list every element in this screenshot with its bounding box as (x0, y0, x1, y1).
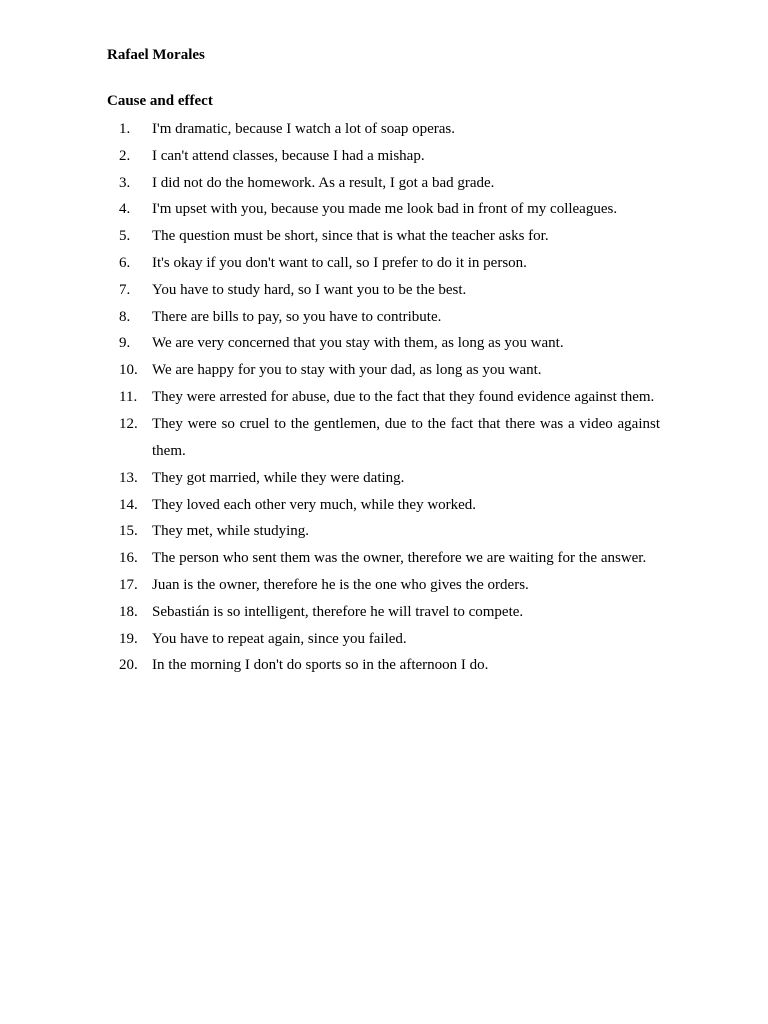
item-text: We are very concerned that you stay with them, as long as you want. (152, 335, 564, 352)
list-item (107, 143, 660, 170)
item-text: I'm upset with you, because you made me look bad in front of my colleagues. (152, 201, 618, 218)
item-number: 18. (119, 603, 138, 620)
list-item (107, 545, 660, 572)
item-number: 6. (119, 254, 131, 271)
list-item (107, 411, 660, 465)
list-item (107, 223, 660, 250)
item-text: Sebastián is so intelligent, therefore he will travel to compete. (152, 603, 524, 620)
item-text: You have to study hard, so I want you to be the best. (152, 281, 467, 298)
list-item (107, 626, 660, 653)
item-text: They met, while studying. (152, 523, 310, 540)
item-number: 8. (119, 308, 131, 325)
item-text: I can't attend classes, because I had a mishap. (152, 147, 425, 164)
item-text: They loved each other very much, while they worked. (152, 496, 477, 513)
item-text: Juan is the owner, therefore he is the one who gives the orders. (152, 576, 529, 593)
item-number: 3. (119, 174, 131, 191)
item-text: They were so cruel to the gentlemen, due to the fact that there was a video against them. (152, 415, 660, 459)
item-number: 16. (119, 550, 138, 567)
item-number: 17. (119, 576, 138, 593)
item-number: 9. (119, 335, 131, 352)
sentence-list (107, 116, 660, 679)
item-number: 14. (119, 496, 138, 513)
item-number: 4. (119, 201, 131, 218)
item-text: I did not do the homework. As a result, I got a bad grade. (152, 174, 495, 191)
item-number: 2. (119, 147, 131, 164)
list-item (107, 277, 660, 304)
list-item (107, 357, 660, 384)
list-item (107, 518, 660, 545)
item-text: It's okay if you don't want to call, so I prefer to do it in person. (152, 254, 527, 271)
list-item (107, 492, 660, 519)
list-item (107, 465, 660, 492)
item-number: 5. (119, 228, 131, 245)
list-item (107, 330, 660, 357)
item-text: We are happy for you to stay with your dad, as long as you want. (152, 362, 542, 379)
item-text: They were arrested for abuse, due to the fact that they found evidence against them. (152, 388, 655, 405)
item-number: 1. (119, 121, 131, 137)
section-heading: Cause and effect (107, 93, 213, 109)
item-text: They got married, while they were dating. (152, 469, 405, 486)
item-number: 13. (119, 469, 138, 486)
item-number: 19. (119, 630, 138, 647)
item-number: 15. (119, 523, 138, 540)
item-number: 10. (119, 362, 138, 379)
list-item (107, 196, 660, 223)
item-number: 7. (119, 281, 131, 298)
item-text: The person who sent them was the owner, therefore we are waiting for the answer. (152, 550, 647, 567)
list-item (107, 599, 660, 626)
item-text: In the morning I don't do sports so in the afternoon I do. (152, 657, 489, 674)
item-text: I'm dramatic, because I watch a lot of soap operas. (152, 121, 455, 137)
list-item (107, 572, 660, 599)
list-item (107, 250, 660, 277)
author-name: Rafael Morales (107, 47, 205, 63)
item-number: 11. (119, 388, 138, 405)
item-number: 12. (119, 415, 138, 432)
list-item (107, 170, 660, 197)
item-text: There are bills to pay, so you have to contribute. (152, 308, 442, 325)
list-item (107, 304, 660, 331)
item-text: You have to repeat again, since you failed. (152, 630, 407, 647)
list-item (107, 116, 660, 143)
list-item (107, 652, 660, 679)
item-text: The question must be short, since that is what the teacher asks for. (152, 228, 549, 245)
item-number: 20. (119, 657, 138, 674)
list-item (107, 384, 660, 411)
